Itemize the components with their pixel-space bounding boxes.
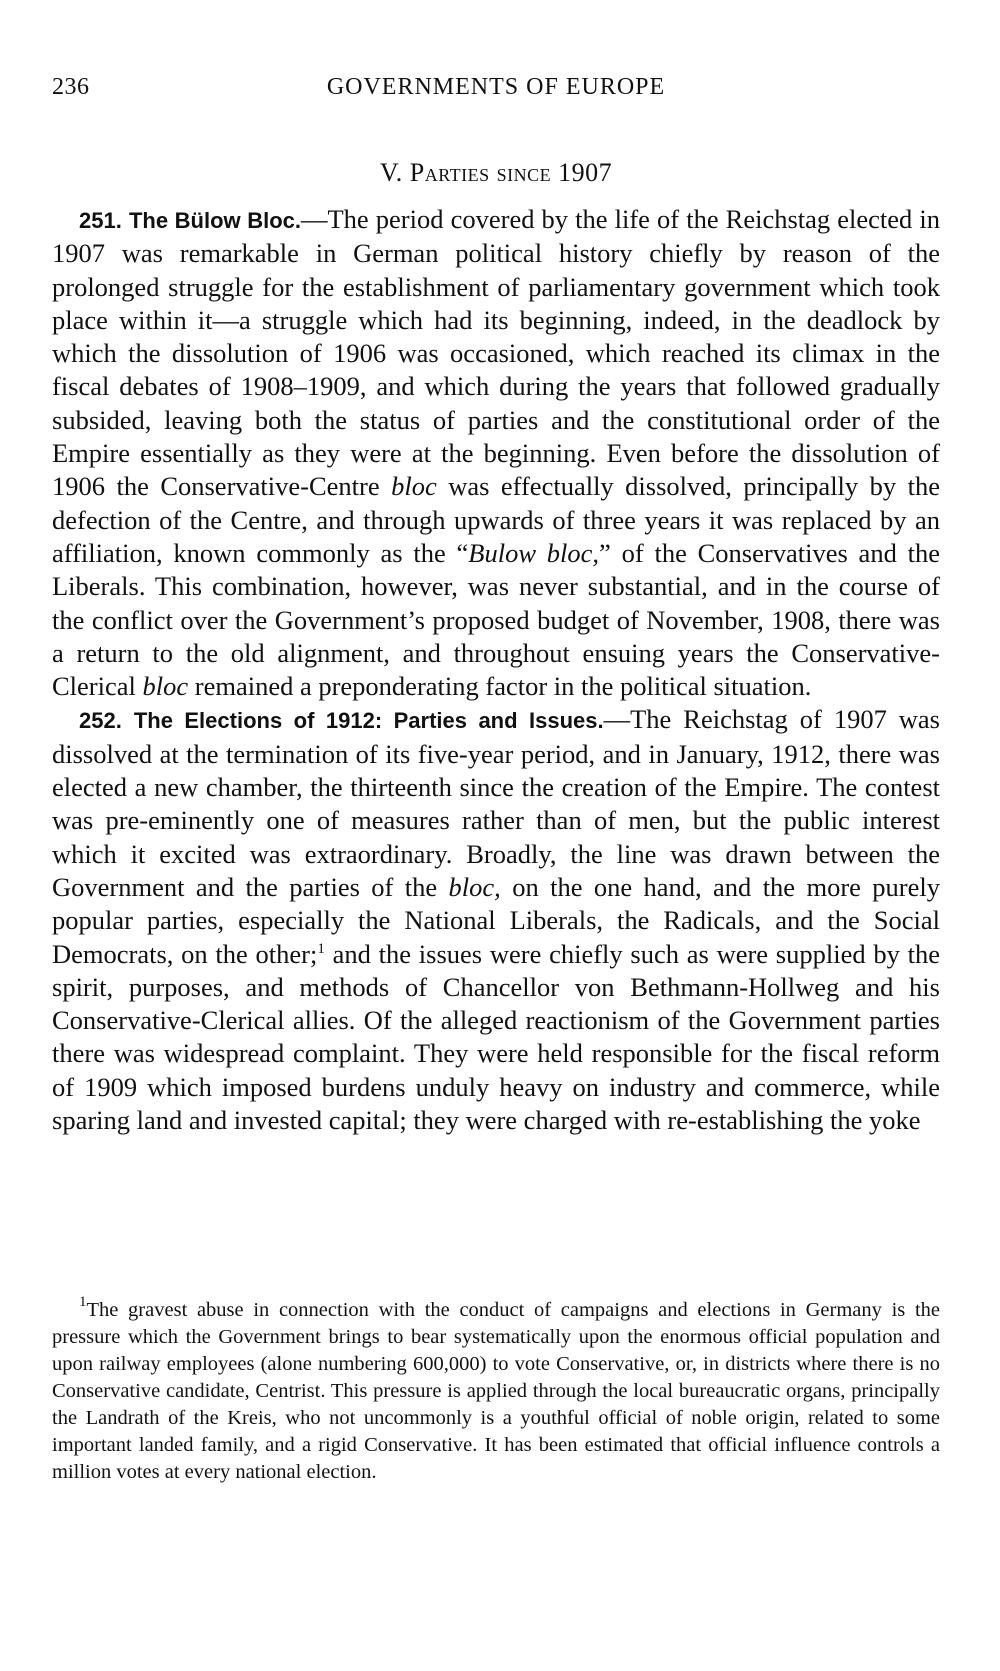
- section-heading: [52, 158, 940, 188]
- footnote-text: The gravest abuse in connection with the conduct of campaigns and elections in Germany is the pressure which the Government brings to bear systematically upon the enormous official population and upon railway employees (alone numbering 600,000) to vote Conservative, or, in districts where there is no Conservative candidate, Centrist. This pressure is applied through the local bureaucratic organs, principally the Landrath of the Kreis, who not uncommonly is a youthful official of noble origin, related to some important landed family, and a rigid Conservative. It has been estimated that official influence controls a million votes at every national election.: [52, 1299, 940, 1483]
- paragraph-number: 251.: [79, 208, 122, 233]
- paragraph-text: and the issues were chiefly such as were supplied by the spirit, purposes, and methods of Chancellor von Bethmann-Hollweg and his Conservative-Clerical allies. Of the alleged reactionism of the Government parties there was widespread complaint. They were held responsible for the fiscal reform of 1909 which imposed burdens unduly heavy on industry and commerce, while sparing land and invested capital; they were charged with re-establishing the yoke: [52, 938, 940, 1136]
- italic-term: bloc: [391, 471, 437, 502]
- page-number: 236: [52, 74, 90, 100]
- paragraph-heading: The Bülow Bloc.: [128, 208, 301, 233]
- paragraph-number: 252.: [79, 708, 122, 734]
- paragraph-251: [52, 203, 940, 703]
- footnote: [52, 1294, 940, 1486]
- running-head: [52, 74, 940, 108]
- footnote-marker: 1: [79, 1294, 87, 1310]
- book-page: [52, 0, 940, 1671]
- paragraph-text: was effectually dissolved, principally by the defection of the Centre, and through upwards of three years it was replaced by an affiliation, known commonly as the “: [52, 471, 940, 568]
- section-title: Parties since 1907: [409, 158, 613, 187]
- italic-term: bloc,: [448, 871, 501, 902]
- paragraph-heading: The Elections of 1912: Parties and Issues.: [133, 708, 604, 734]
- paragraph-text: —The Reichstag of 1907 was dissolved at the termination of its five-year period, and in January, 1912, there was elected a new chamber, the thirteenth since the creation of the Empire. The contest was pre-eminently one of measures rather than of men, but the public interest which it excited was extraordinary. Broadly, the line was drawn between the Government and the parties of the: [52, 704, 940, 902]
- paragraph-text: —The period covered by the life of the Reichstag elected in 1907 was remarkable in German political history chiefly by reason of the prolonged struggle for the establishment of parliamentary government which took place within it—a struggle which had its beginning, indeed, in the deadlock by which the dissolution of 1906 was occasioned, which reached its climax in the fiscal debates of 1908–1909, and which during the years that followed gradually subsided, leaving both the status of parties and the constitutional order of the Empire essentially as they were at the beginning. Even before the dissolution of 1906 the Conservative-Centre: [52, 204, 941, 502]
- italic-term: bloc: [142, 671, 189, 702]
- paragraph-252: [52, 703, 940, 1137]
- footnote-reference: 1: [317, 940, 325, 957]
- body-text: [52, 203, 940, 1137]
- paragraph-text: on the one hand, and the more purely popular parties, especially the National Liberals, the Radicals, and the Social Democrats, on the other;: [52, 871, 940, 969]
- italic-term: Bulow bloc,: [468, 537, 600, 568]
- section-roman-numeral: V.: [379, 158, 403, 187]
- paragraph-text: remained a preponderating factor in the political situation.: [188, 671, 812, 702]
- paragraph-text: ” of the Conservatives and the Liberals. This combination, however, was never substantial, and in the course of the conflict over the Government’s proposed budget of November, 1908, there was a return to the old alignment, and throughout ensuing years the Conservative-Clerical: [52, 537, 940, 702]
- footnote-paragraph: [52, 1294, 940, 1486]
- running-title: GOVERNMENTS OF EUROPE: [326, 74, 666, 100]
